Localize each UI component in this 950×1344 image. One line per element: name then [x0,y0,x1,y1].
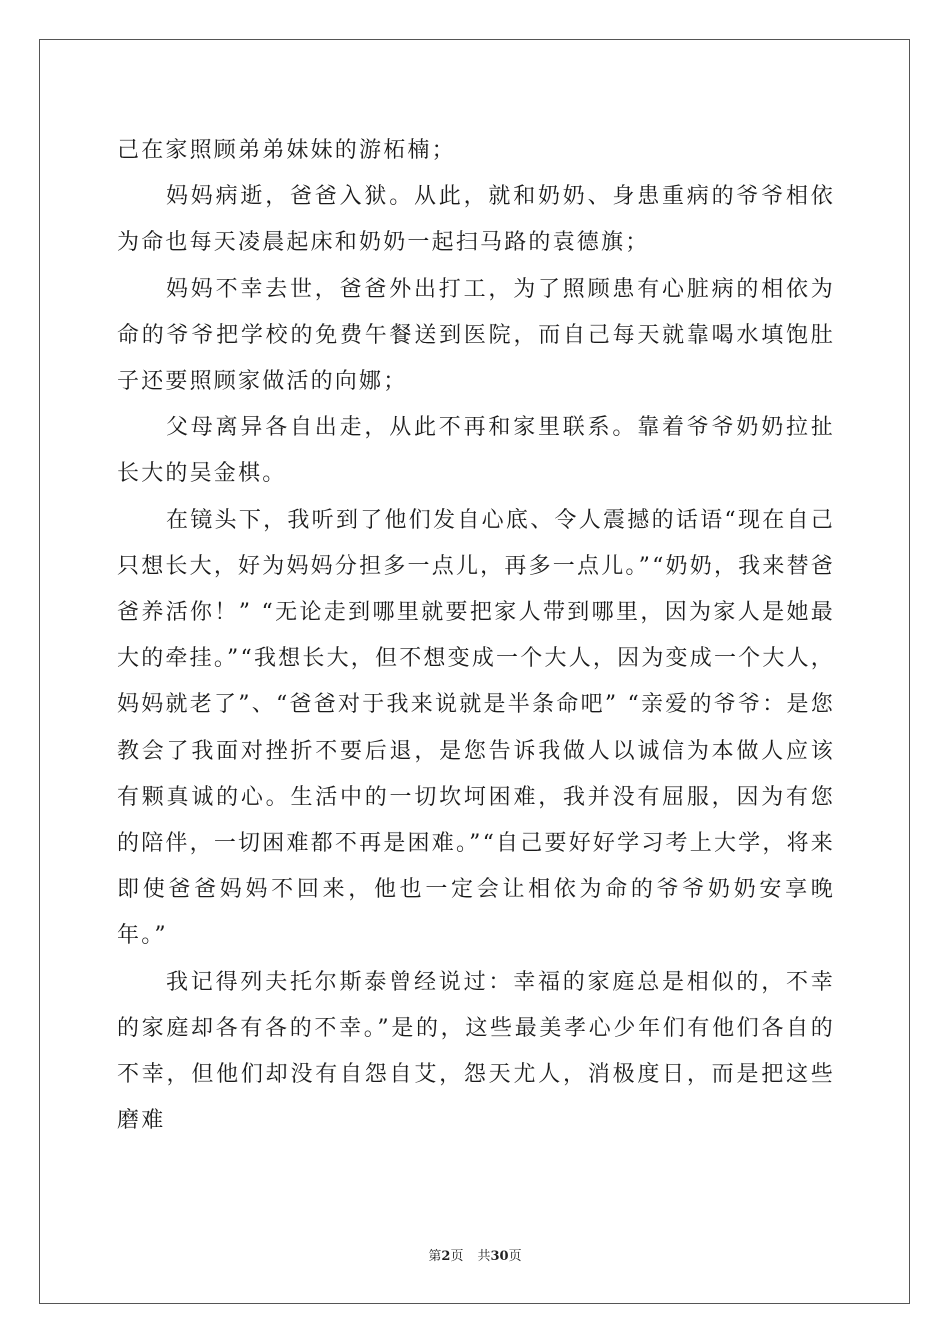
paragraph-6: 我记得列夫托尔斯泰曾经说过：幸福的家庭总是相似的，不幸的家庭却各有各的不幸。”是的，这些最美孝心少年们有他们各自的不幸，但他们却没有自怨自艾，怨天尤人，消极度日，而是把这些磨难 [117,969,835,1134]
page-footer [0,1249,950,1265]
total-prefix: 共 [477,1249,491,1264]
page-number: 2 [441,1249,451,1264]
paragraph-4: 父母离异各自出走，从此不再和家里联系。靠着爷爷奶奶拉扯长大的吴金棋。 [117,415,835,487]
total-suffix: 页 [508,1249,522,1264]
paragraph-1: 己在家照顾弟弟妹妹的游柘楠； [117,138,456,163]
paragraph-2: 妈妈病逝，爸爸入狱。从此，就和奶奶、身患重病的爷爷相依为命也每天凌晨起床和奶奶一起扫马路的袁德旗； [117,184,835,256]
paragraph-3: 妈妈不幸去世，爸爸外出打工，为了照顾患有心脏病的相依为命的爷爷把学校的免费午餐送到医院，而自己每天就靠喝水填饱肚子还要照顾家做活的向娜； [117,276,835,395]
document-body [117,128,835,1144]
page-prefix: 第 [428,1249,442,1264]
page-suffix: 页 [450,1249,464,1264]
paragraph-5: 在镜头下，我听到了他们发自心底、令人震撼的话语“现在自己只想长大，好为妈妈分担多一点儿，再多一点儿。”“奶奶，我来替爸爸养活你！” “无论走到哪里就要把家人带到哪里，因为家人是她最大的牵挂。”“我想长大，但不想变成一个大人，因为变成一个大人，妈妈就老了”、“爸爸对于我来说就是半条命吧” “亲爱的爷爷：是您教会了我面对挫折不要后退，是您告诉我做人以诚信为本做人应该有颗真诚的心。生活中的一切坎坷困难，我并没有屈服，因为有您的陪伴，一切困难都不再是困难。”“自己要好好学习考上大学，将来即使爸爸妈妈不回来，他也一定会让相依为命的爷爷奶奶安享晚年。” [117,507,835,949]
total-pages: 30 [490,1249,509,1264]
